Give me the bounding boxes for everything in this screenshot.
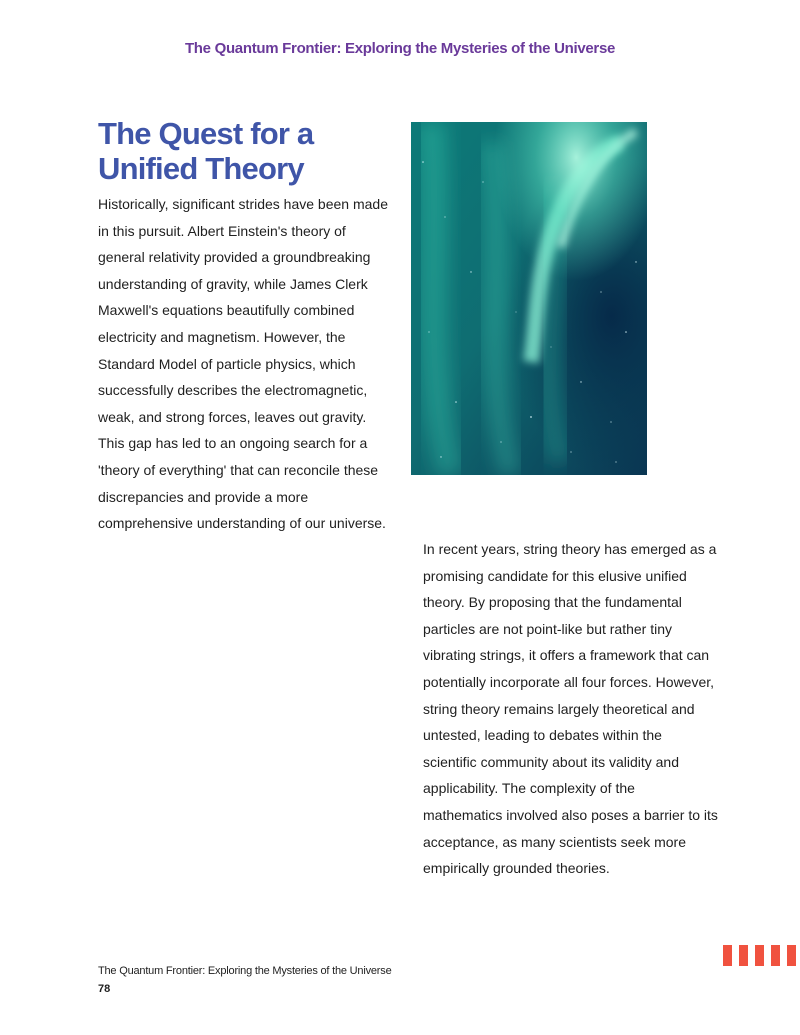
aurora-image — [411, 122, 647, 475]
running-footer: The Quantum Frontier: Exploring the Mysteries of the Universe — [98, 965, 392, 977]
decorative-stripes — [723, 945, 796, 966]
stripe-bar — [771, 945, 780, 966]
section-title: The Quest for a Unified Theory — [98, 116, 314, 186]
stripe-bar — [787, 945, 796, 966]
stripe-bar — [755, 945, 764, 966]
aurora-photo — [411, 122, 647, 475]
stripe-bar — [739, 945, 748, 966]
running-header: The Quantum Frontier: Exploring the Mysteries of the Universe — [184, 40, 616, 57]
page-number: 78 — [98, 983, 111, 995]
body-paragraph-1: Historically, significant strides have been made in this pursuit. Albert Einstein's theory of general relativity provided a groundbreaking understanding of gravity, while James Clerk Maxwell's equations beautifully combined electricity and magnetism. However, the Standard Model of particle physics, which successfully describes the electromagnetic, weak, and strong forces, leaves out gravity. This gap has led to an ongoing search for a 'theory of everything' that can reconcile these discrepancies and provide a more comprehensive understanding of our universe. — [98, 196, 388, 532]
stripe-bar — [723, 945, 732, 966]
body-paragraph-2: In recent years, string theory has emerged as a promising candidate for this elusive unified theory. By proposing that the fundamental particles are not point-like but rather tiny vibrating strings, it offers a framework that can potentially incorporate all four forces. However, string theory remains largely theoretical and untested, leading to debates within the scientific community about its validity and applicability. The complexity of the mathematics involved also poses a barrier to its acceptance, as many scientists seek more empirically grounded theories. — [423, 541, 718, 877]
